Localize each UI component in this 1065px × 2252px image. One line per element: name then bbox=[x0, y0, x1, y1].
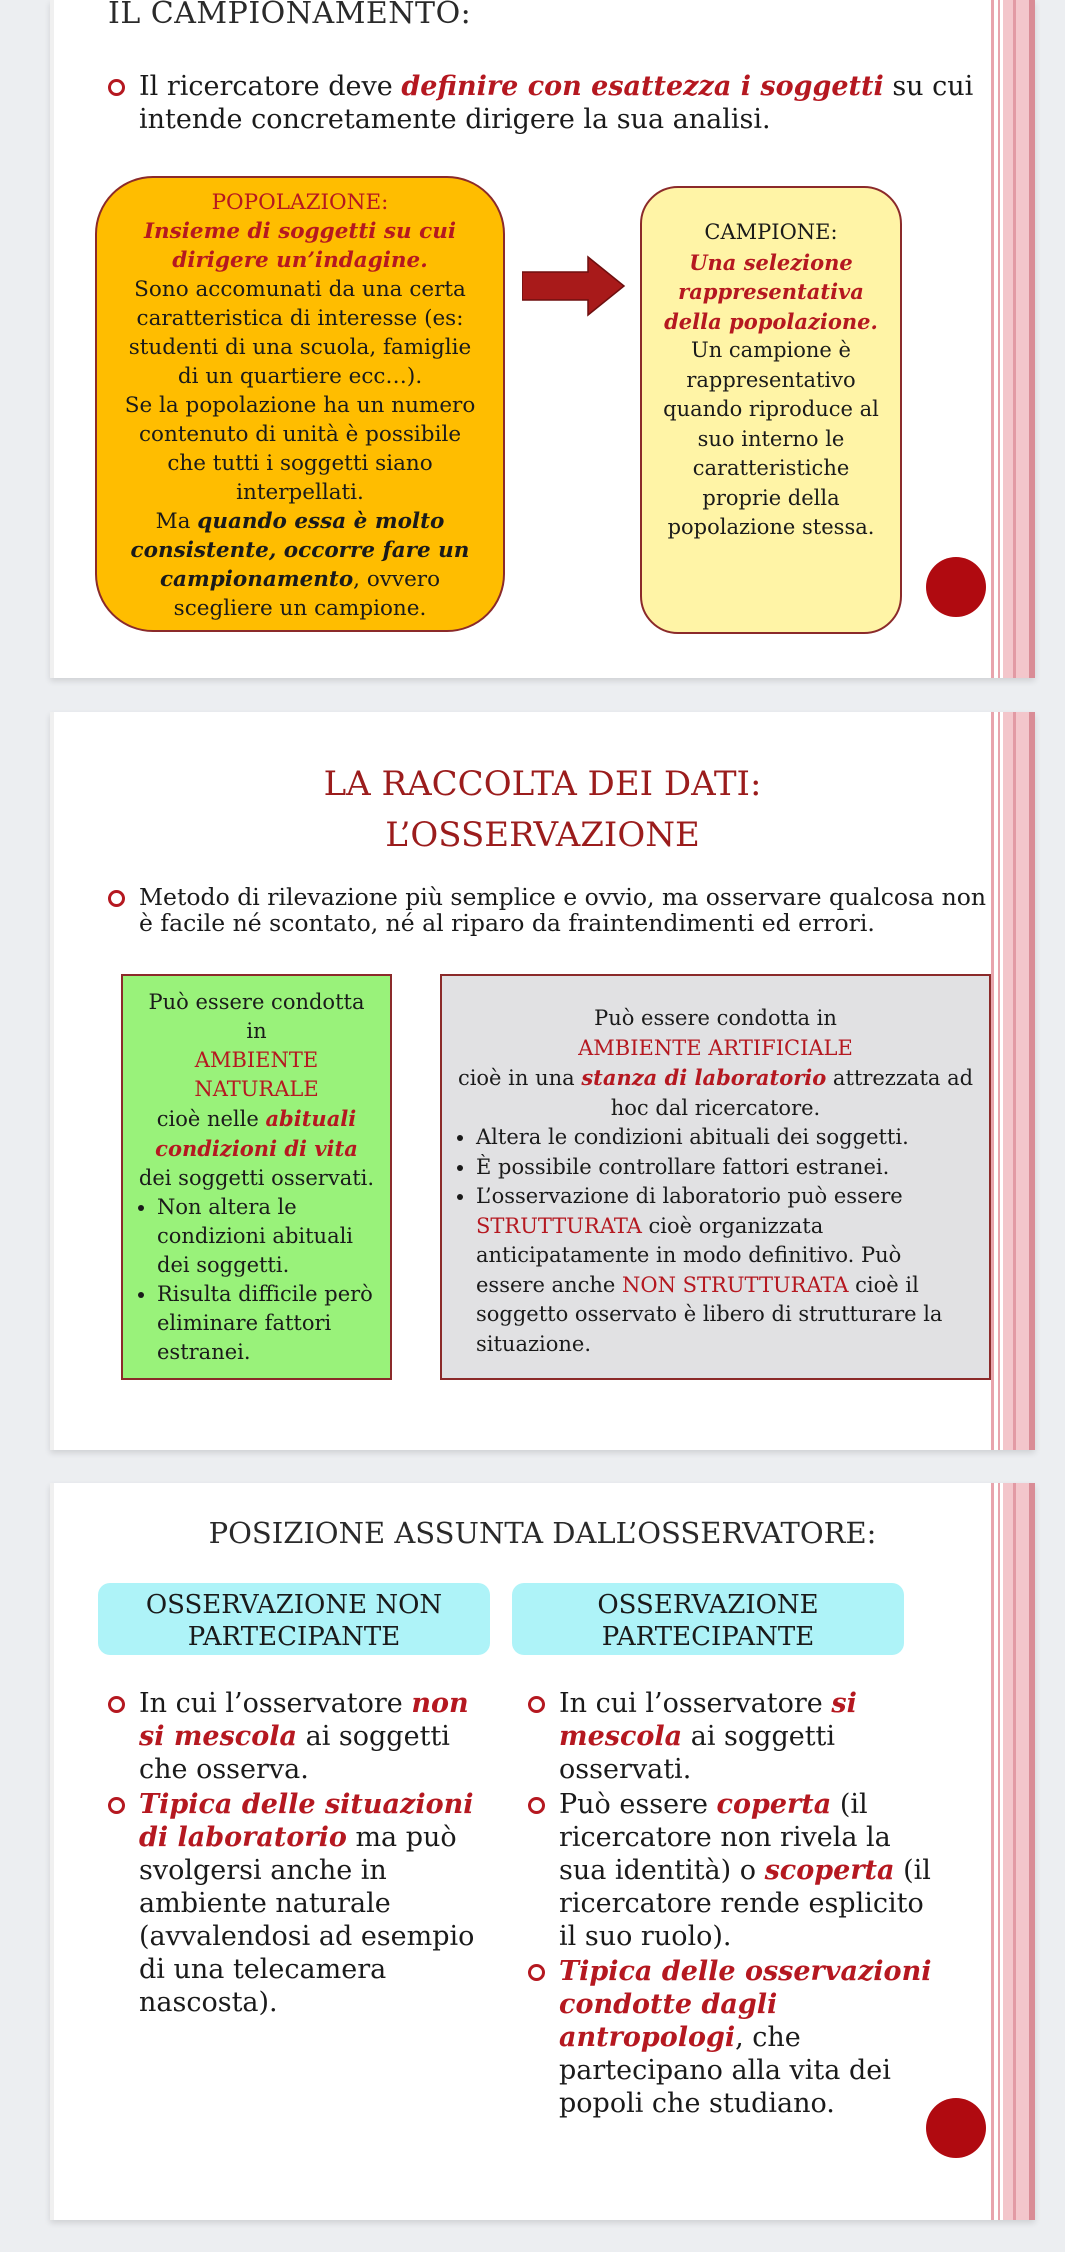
list-item: • L’osservazione di laboratorio può essere STRUTTURATA cioè organizzata anticipatamente in modo definitivo. Può essere anche NON STRUTTURATA cioè il soggetto osservato è libero di strutturare la situazione. bbox=[476, 1182, 975, 1359]
slide-osservazione bbox=[50, 712, 1035, 1450]
popolazione-body-1: Sono accomunati da una certa caratteristica di interesse (es: studenti di una scuola, famiglie di un quartiere ecc…). bbox=[128, 277, 472, 389]
bullet-marker bbox=[108, 890, 125, 907]
list-item: In cui l’osservatore non si mescola ai soggetti che osserva. bbox=[108, 1687, 488, 1786]
naturale-heading: AMBIENTE NATURALE bbox=[194, 1048, 319, 1101]
slide-decorative-stripes bbox=[989, 0, 1035, 678]
list-item: • Risulta difficile però eliminare fattori estranei. bbox=[157, 1280, 376, 1367]
list-item: Può essere coperta (il ricercatore non rivela la sua identità) o scoperta (il ricercatore rende esplicito il suo ruolo). bbox=[528, 1788, 940, 1953]
popolazione-heading: POPOLAZIONE: bbox=[211, 190, 389, 215]
list-item: • Altera le condizioni abituali dei soggetti. bbox=[476, 1123, 975, 1153]
slide-campionamento bbox=[50, 0, 1035, 678]
bullet-marker bbox=[528, 1964, 545, 1981]
red-dot-decoration bbox=[926, 557, 986, 617]
slide-title-line-2: L’OSSERVAZIONE bbox=[385, 815, 700, 855]
list-item: • Non altera le condizioni abituali dei soggetti. bbox=[157, 1193, 376, 1280]
artificiale-heading: AMBIENTE ARTIFICIALE bbox=[578, 1035, 853, 1060]
naturale-description: cioè nelle abituali condizioni di vita dei soggetti osservati. bbox=[138, 1106, 375, 1190]
right-arrow-icon bbox=[522, 255, 626, 317]
bullet-marker bbox=[528, 1696, 545, 1713]
list-item: • È possibile controllare fattori estranei. bbox=[476, 1153, 975, 1183]
intro-bullet bbox=[108, 70, 988, 136]
campione-body: Un campione è rappresentativo quando riproduce al suo interno le caratteristiche proprie della popolazione stessa. bbox=[663, 338, 879, 539]
list-item: In cui l’osservatore si mescola ai soggetti osservati. bbox=[528, 1687, 940, 1786]
slide-posizione-osservatore bbox=[50, 1483, 1035, 2220]
slide-left-border bbox=[50, 1483, 54, 2220]
intro-text: Il ricercatore deve definire con esattezza i soggetti su cui intende concretamente dirigere la sua analisi. bbox=[139, 71, 974, 135]
bullet-marker bbox=[108, 79, 125, 96]
slide-title: IL CAMPIONAMENTO: bbox=[108, 0, 472, 31]
artificiale-lead: Può essere condotta in bbox=[594, 1006, 837, 1030]
intro-bullet bbox=[108, 884, 988, 936]
slide-title-line-1: LA RACCOLTA DEI DATI: bbox=[323, 764, 762, 804]
slide-title: POSIZIONE ASSUNTA DALL’OSSERVATORE: bbox=[208, 1516, 877, 1550]
list-item: Tipica delle osservazioni condotte dagli antropologi, che partecipano alla vita dei popoli che studiano. bbox=[528, 1955, 940, 2120]
campione-box bbox=[640, 186, 902, 634]
popolazione-definition: Insieme di soggetti su cui dirigere un’indagine. bbox=[143, 219, 457, 273]
bullet-marker bbox=[528, 1797, 545, 1814]
bullet-marker bbox=[108, 1797, 125, 1814]
partecipante-header: OSSERVAZIONE PARTECIPANTE bbox=[512, 1583, 904, 1655]
campione-definition: Una selezione rappresentativa della popolazione. bbox=[664, 249, 878, 334]
popolazione-body-2: Se la popolazione ha un numero contenuto di unità è possibile che tutti i soggetti siano interpellati. bbox=[124, 393, 476, 505]
ambiente-naturale-box bbox=[121, 974, 392, 1380]
slide-decorative-stripes bbox=[989, 1483, 1035, 2220]
naturale-bullets bbox=[137, 1193, 376, 1367]
ambiente-artificiale-box bbox=[440, 974, 991, 1380]
red-dot-decoration bbox=[926, 2098, 986, 2158]
list-item: Tipica delle situazioni di laboratorio ma può svolgersi anche in ambiente naturale (avvalendosi ad esempio di una telecamera nascosta). bbox=[108, 1788, 488, 2019]
artificiale-bullets bbox=[456, 1123, 975, 1359]
non-partecipante-column bbox=[108, 1687, 488, 2021]
popolazione-conclusion: Ma quando essa è molto consistente, occorre fare un campionamento, ovvero scegliere un campione. bbox=[130, 509, 470, 621]
artificiale-description: cioè in una stanza di laboratorio attrezzata ad hoc dal ricercatore. bbox=[457, 1065, 974, 1120]
campione-heading: CAMPIONE: bbox=[704, 220, 838, 244]
intro-text: Metodo di rilevazione più semplice e ovvio, ma osservare qualcosa non è facile né scontato, né al riparo da fraintendimenti ed errori. bbox=[139, 883, 987, 937]
partecipante-column bbox=[528, 1687, 940, 2122]
non-partecipante-header: OSSERVAZIONE NON PARTECIPANTE bbox=[98, 1583, 490, 1655]
naturale-lead: Può essere condotta in bbox=[148, 990, 365, 1043]
slide-left-border bbox=[50, 0, 54, 678]
popolazione-box bbox=[95, 176, 505, 632]
bullet-marker bbox=[108, 1696, 125, 1713]
